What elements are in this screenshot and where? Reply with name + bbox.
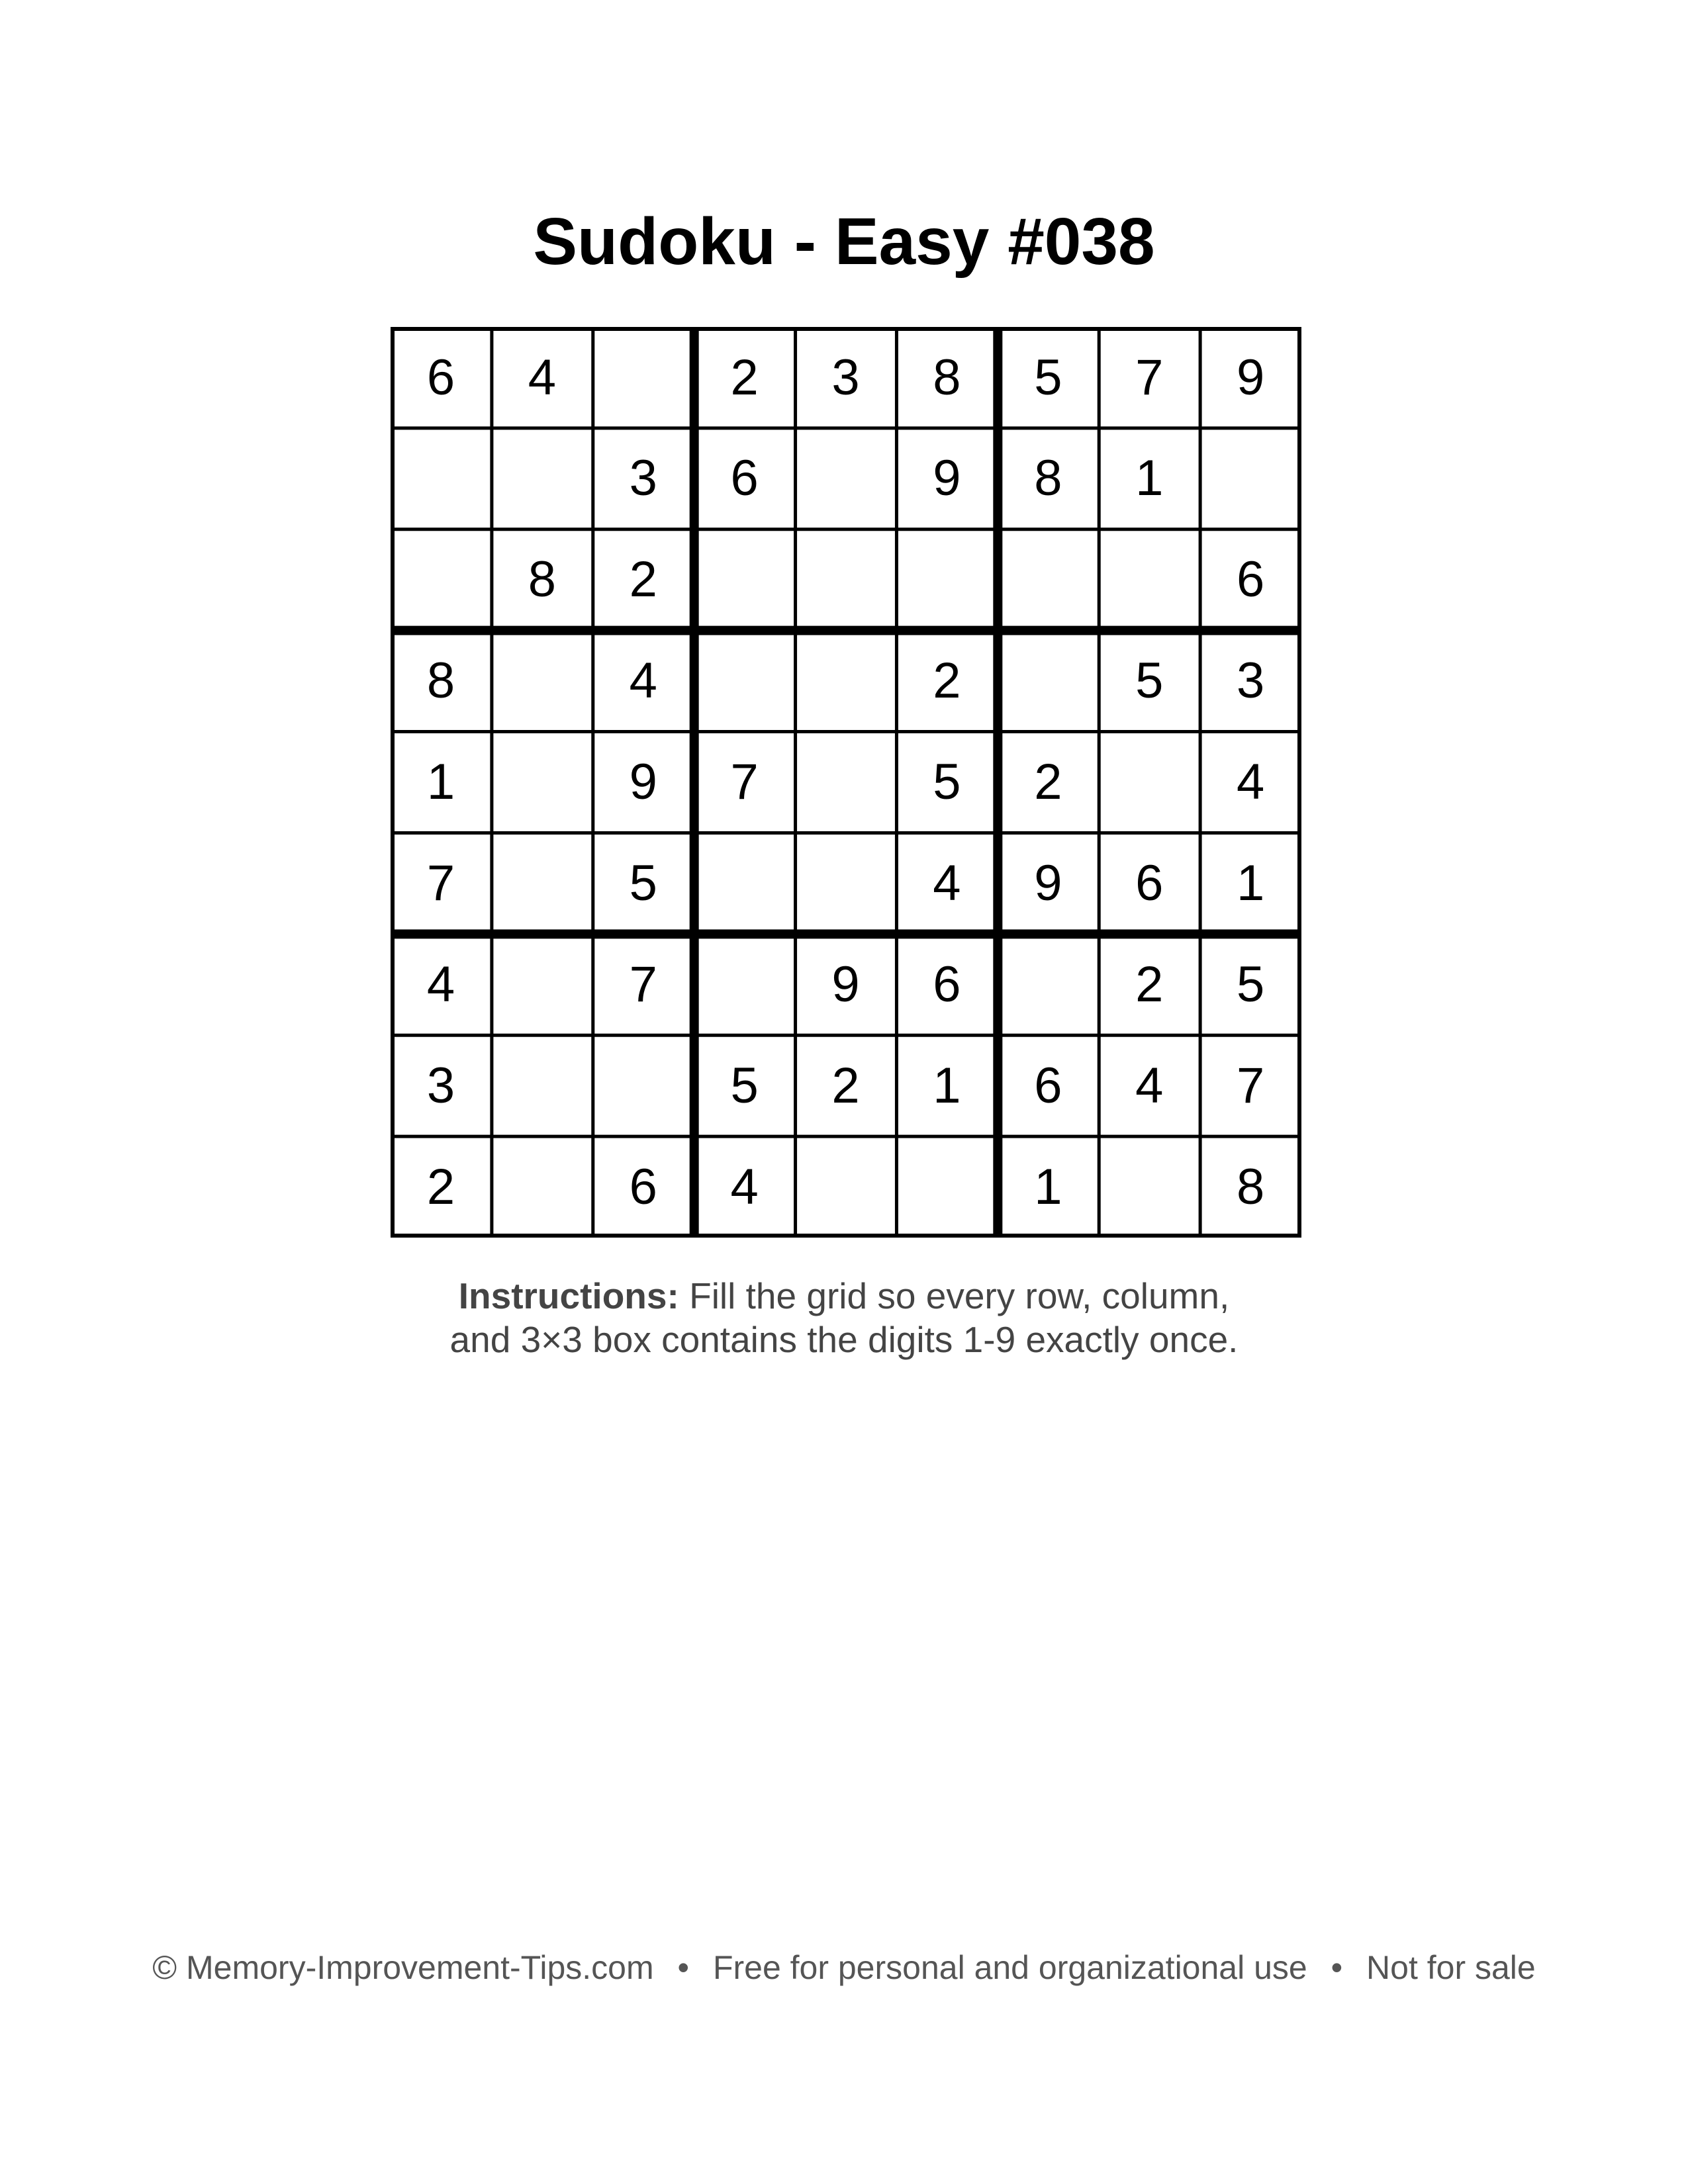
empty-cell[interactable] — [492, 1035, 592, 1136]
empty-cell[interactable] — [1099, 732, 1199, 833]
given-cell[interactable]: 5 — [730, 1057, 759, 1114]
given-cell[interactable]: 7 — [629, 956, 657, 1013]
empty-cell[interactable] — [1200, 428, 1301, 529]
given-cell[interactable]: 3 — [629, 450, 657, 507]
given-cell[interactable]: 6 — [1135, 854, 1164, 911]
given-cell[interactable]: 4 — [1236, 754, 1265, 811]
given-cell[interactable]: 6 — [933, 956, 961, 1013]
empty-cell[interactable] — [796, 631, 896, 731]
given-cell[interactable]: 6 — [629, 1158, 657, 1215]
empty-cell[interactable] — [796, 1136, 896, 1237]
given-cell[interactable]: 8 — [933, 349, 961, 406]
given-cell[interactable]: 3 — [426, 1057, 455, 1114]
footer — [0, 1944, 1688, 1991]
given-cell[interactable]: 2 — [1034, 754, 1062, 811]
empty-cell[interactable] — [694, 631, 795, 731]
given-cell[interactable]: 5 — [933, 754, 961, 811]
given-cell[interactable]: 4 — [528, 349, 557, 406]
given-cell[interactable]: 3 — [1236, 653, 1265, 709]
footer-sale: Not for sale — [1366, 1949, 1536, 1986]
given-cell[interactable]: 9 — [629, 754, 657, 811]
given-cell[interactable]: 4 — [933, 854, 961, 911]
empty-cell[interactable] — [1099, 1136, 1199, 1237]
given-cell[interactable]: 9 — [1236, 349, 1265, 406]
given-cell[interactable]: 6 — [1236, 551, 1265, 608]
empty-cell[interactable] — [896, 529, 997, 630]
given-cell[interactable]: 8 — [426, 653, 455, 709]
empty-cell[interactable] — [492, 934, 592, 1034]
empty-cell[interactable] — [694, 833, 795, 933]
empty-cell[interactable] — [492, 631, 592, 731]
given-cell[interactable]: 1 — [933, 1057, 961, 1114]
empty-cell[interactable] — [492, 732, 592, 833]
empty-cell[interactable] — [796, 732, 896, 833]
given-cell[interactable]: 7 — [426, 854, 455, 911]
given-cell[interactable]: 5 — [1236, 956, 1265, 1013]
empty-cell[interactable] — [593, 327, 694, 428]
given-cell[interactable]: 2 — [933, 653, 961, 709]
footer-copyright: © Memory-Improvement-Tips.com — [152, 1949, 654, 1986]
given-cell[interactable]: 2 — [426, 1158, 455, 1215]
empty-cell[interactable] — [998, 529, 1098, 630]
given-cell[interactable]: 6 — [1034, 1057, 1062, 1114]
empty-cell[interactable] — [998, 631, 1098, 731]
page-title: Sudoku - Easy #038 — [533, 205, 1155, 279]
given-cell[interactable]: 7 — [1135, 349, 1164, 406]
instructions-text-1: Fill the grid so every row, column, — [689, 1275, 1230, 1316]
given-cell[interactable]: 1 — [1236, 854, 1265, 911]
empty-cell[interactable] — [492, 1136, 592, 1237]
given-cell[interactable]: 6 — [730, 450, 759, 507]
given-cell[interactable]: 9 — [831, 956, 860, 1013]
given-cell[interactable]: 2 — [629, 551, 657, 608]
empty-cell[interactable] — [492, 428, 592, 529]
footer-separator: • — [677, 1949, 690, 1986]
given-cell[interactable]: 1 — [1034, 1158, 1062, 1215]
empty-cell[interactable] — [896, 1136, 997, 1237]
given-cell[interactable]: 7 — [730, 754, 759, 811]
empty-cell[interactable] — [694, 934, 795, 1034]
given-cell[interactable]: 5 — [1034, 349, 1062, 406]
empty-cell[interactable] — [796, 833, 896, 933]
footer-separator: • — [1331, 1949, 1343, 1986]
instructions — [0, 1274, 1688, 1361]
given-cell[interactable]: 3 — [831, 349, 860, 406]
empty-cell[interactable] — [1099, 529, 1199, 630]
given-cell[interactable]: 4 — [1135, 1057, 1164, 1114]
given-cell[interactable]: 4 — [426, 956, 455, 1013]
empty-cell[interactable] — [796, 529, 896, 630]
given-cell[interactable]: 2 — [1135, 956, 1164, 1013]
given-cell[interactable]: 1 — [426, 754, 455, 811]
given-cell[interactable]: 2 — [831, 1057, 860, 1114]
empty-cell[interactable] — [391, 529, 491, 630]
given-cell[interactable]: 9 — [1034, 854, 1062, 911]
empty-cell[interactable] — [593, 1035, 694, 1136]
given-cell[interactable]: 8 — [1034, 450, 1062, 507]
empty-cell[interactable] — [694, 529, 795, 630]
footer-usage: Free for personal and organizational use — [712, 1949, 1307, 1986]
instructions-line-1 — [0, 1274, 1688, 1318]
given-cell[interactable]: 1 — [1135, 450, 1164, 507]
given-cell[interactable]: 7 — [1236, 1057, 1265, 1114]
given-cell[interactable]: 4 — [629, 653, 657, 709]
empty-cell[interactable] — [391, 428, 491, 529]
sudoku-grid — [391, 327, 1301, 1238]
instructions-text-2: and 3×3 box contains the digits 1-9 exactly once. — [449, 1319, 1239, 1360]
empty-cell[interactable] — [796, 428, 896, 529]
empty-cell[interactable] — [492, 833, 592, 933]
given-cell[interactable]: 5 — [629, 854, 657, 911]
given-cell[interactable]: 5 — [1135, 653, 1164, 709]
given-cell[interactable]: 6 — [426, 349, 455, 406]
empty-cell[interactable] — [998, 934, 1098, 1034]
instructions-label: Instructions: — [458, 1275, 679, 1316]
given-cell[interactable]: 8 — [528, 551, 557, 608]
given-cell[interactable]: 2 — [730, 349, 759, 406]
given-cell[interactable]: 9 — [933, 450, 961, 507]
given-cell[interactable]: 4 — [730, 1158, 759, 1215]
given-cell[interactable]: 8 — [1236, 1158, 1265, 1215]
